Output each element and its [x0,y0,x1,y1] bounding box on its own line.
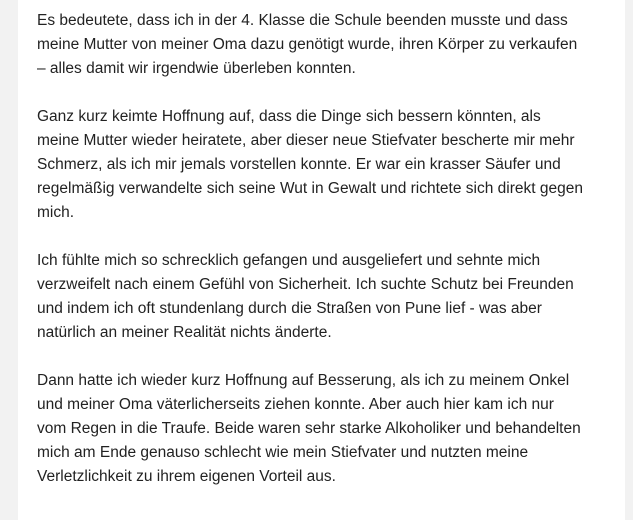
paragraph-line: Dann hatte ich wieder kurz Hoffnung auf Besserung, als ich zu meinem Onkel [37,372,570,389]
paragraph-line: und indem ich oft stundenlang durch die Straßen von Pune lief - was aber [37,300,542,317]
paragraph-line: Schmerz, als ich mir jemals vorstellen konnte. Er war ein krasser Säufer und [37,156,561,173]
paragraph-line: meine Mutter von meiner Oma dazu genötigt wurde, ihren Körper zu verkaufen [37,36,578,53]
paragraph-2 [37,105,609,225]
paragraph-line: mich. [37,204,75,221]
paragraph-line: regelmäßig verwandelte sich seine Wut in Gewalt und richtete sich direkt gegen [37,180,583,197]
paragraph-line: Verletzlichkeit zu ihrem eigenen Vorteil aus. [37,468,336,485]
paragraph-line: verzweifelt nach einem Gefühl von Sicherheit. Ich suchte Schutz bei Freunden [37,276,574,293]
paragraph-line: natürlich an meiner Realität nichts änderte. [37,324,332,341]
paragraph-line: Es bedeutete, dass ich in der 4. Klasse die Schule beenden musste und dass [37,12,568,29]
paragraph-line: und meiner Oma väterlicherseits ziehen konnte. Aber auch hier kam ich nur [37,396,554,413]
paragraph-1 [37,9,609,81]
paragraph-4 [37,369,609,489]
paragraph-line: Ich fühlte mich so schrecklich gefangen und ausgeliefert und sehnte mich [37,252,541,269]
paragraph-line: Ganz kurz keimte Hoffnung auf, dass die Dinge sich bessern könnten, als [37,108,541,125]
paragraph-line: mich am Ende genauso schlecht wie mein Stiefvater und nutzten meine [37,444,529,461]
paragraph-3 [37,249,609,345]
paragraph-line: meine Mutter wieder heiratete, aber dieser neue Stiefvater bescherte mir mehr [37,132,575,149]
article-card [18,0,625,520]
paragraph-line: – alles damit wir irgendwie überleben konnten. [37,60,356,77]
paragraph-line: vom Regen in die Traufe. Beide waren sehr starke Alkoholiker und behandelten [37,420,581,437]
